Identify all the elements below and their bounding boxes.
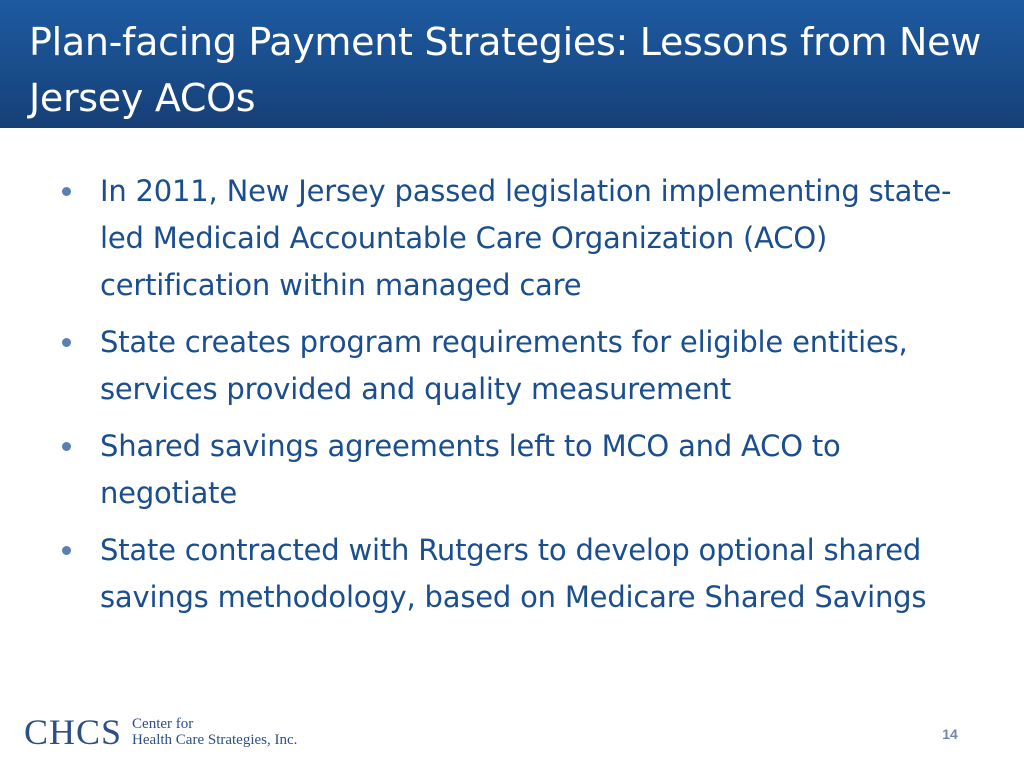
logo-org-name	[132, 716, 297, 748]
bullet-text: In 2011, New Jersey passed legislation implementing state-led Medicaid Accountable Care Organization (ACO) certification within managed care	[100, 174, 952, 302]
slide-number: 14	[942, 726, 958, 742]
bullet-item	[56, 319, 976, 413]
logo-line-1: Center for	[132, 716, 194, 732]
bullet-text: State contracted with Rutgers to develop optional shared savings methodology, based on Medicare Shared Savings	[100, 533, 927, 614]
logo-mark: CHCS	[24, 712, 123, 752]
title-bar	[0, 0, 1024, 128]
bullet-item	[56, 527, 976, 621]
slide-title: Plan-facing Payment Strategies: Lessons from New Jersey ACOs	[29, 20, 982, 120]
bullet-dot-icon	[62, 187, 71, 196]
bullet-dot-icon	[62, 442, 71, 451]
bullet-text: Shared savings agreements left to MCO and ACO to negotiate	[100, 429, 841, 510]
bullet-item	[56, 168, 976, 309]
bullet-text: State creates program requirements for eligible entities, services provided and quality measurement	[100, 325, 908, 406]
bullet-dot-icon	[62, 546, 71, 555]
bullet-list	[56, 168, 976, 631]
chcs-logo	[24, 712, 297, 752]
logo-line-2: Health Care Strategies, Inc.	[132, 732, 298, 748]
bullet-item	[56, 423, 976, 517]
bullet-dot-icon	[62, 338, 71, 347]
